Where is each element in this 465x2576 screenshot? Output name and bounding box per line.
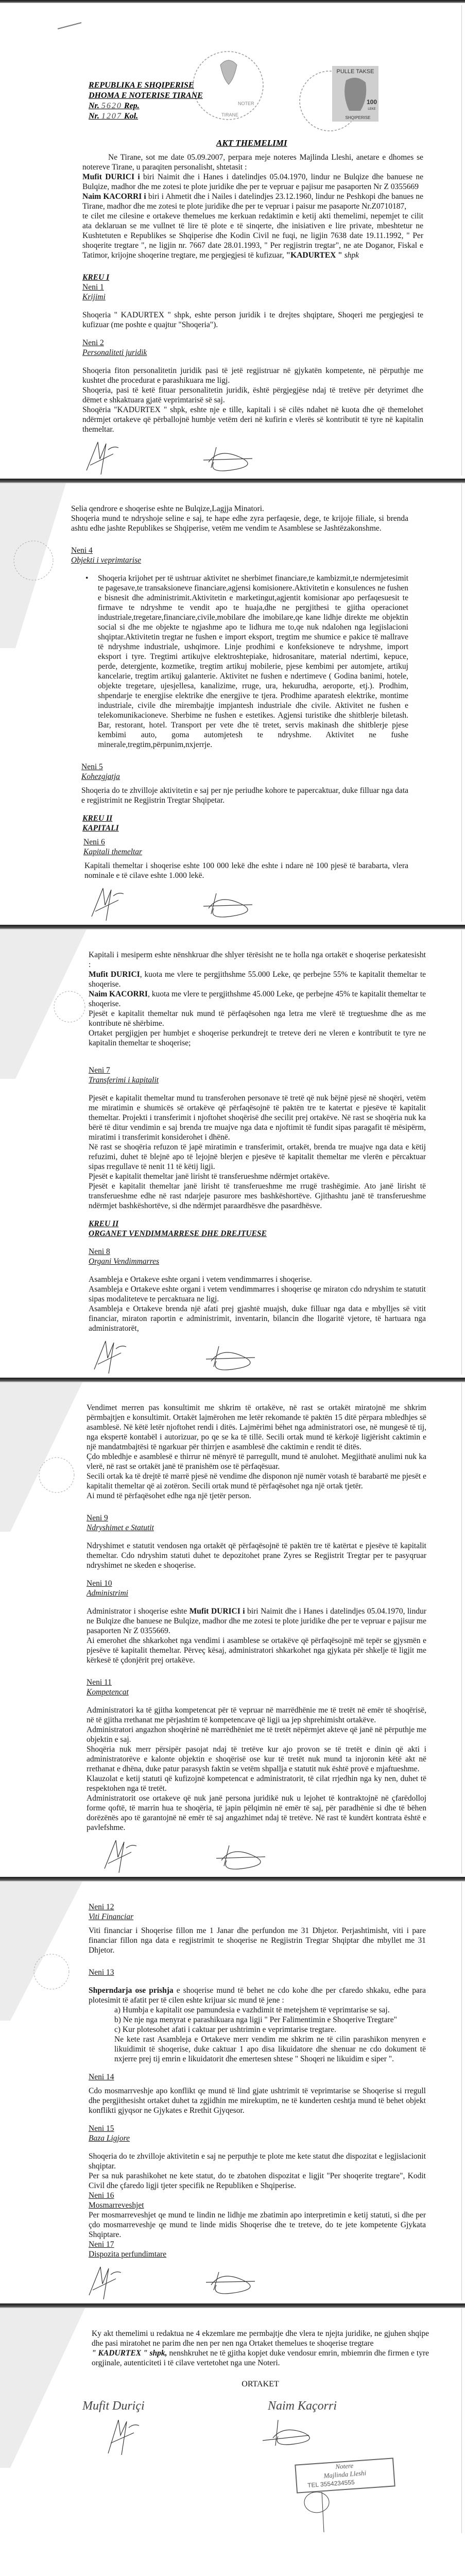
list-item: c) Kur plotesohet afati i caktuar per ushtrimin e veprimtarise tregtare. [114,2025,336,2034]
article-6-text: Kapitali themeltar i shoqerise eshte 100 000 lekë dhe eshte i ndare në 100 pjesë të barabarta, vlera nominale e të cilave eshte 1.000 lekë. [84,861,408,880]
share-partner-1: Mufit DURICI, kuota me vlere te pergjithshme 55.000 Leke, qe perbejne 55% te kapitalit themeltar te shoqerise. [89,970,426,989]
article-15-paragraph: Shoqeria do te zhvilloje aktivitetin e saj ne perputhje te plote me kete statut dhe dispozitat e legjislacionit shqiptar. [89,2152,426,2171]
notary-header-area [0,3,465,152]
seat-paragraph: Shoqeria mund te ndryshoje seline e saj, te hape edhe zyra perfaqesie, dege, te krijoje filiale, si brenda ashtu edhe jashte Republikes se Shqiperise, vetëm me vendim te Asamblese se Jashtëzakonshme. [71,514,408,533]
article-7-title: Transferimi i kapitalit [89,1076,159,1084]
document-page-2 [0,479,465,925]
article-7-paragraph: Pjesët e kapitalit themeltar mund tu transferohen personave të tretë që nuk bëjnë pjesë në shoqëri, vetëm me miratimin e shumicës së ortakëve që përfaqësojnë të paktën tre te katertat e pjesëve të kapitalit themeltar. Projekti i transferimit i njoftohet shoqërisë dhe secilit prej ortakëve. Në rast se shoqëria nuk ka bërë të ditur vendimin e saj brenda tre muajve nga data e njoftimit të fundit sipas paragafit të mësipërm, miratimi i transferimit konsiderohet i dhënë. [89,1094,426,1142]
founding-declaration: te cilet me cilesine e ortakeve themelues me kerkuan redaktimin e ketij akti themelimi, nepemjet te cilit ata deklaruan se me vullnet të lire të plote e të sinqerte, dhe inisiativen e lire private, mbeshtetur ne Kushtetuten e Republikes se Shqiperise dhe Kodin Civil ne fuqi, ne ligjin 7638 date 19.11.1992, " Per shoqerite tregtare ", ne ligjin nr. 7667 date 28.01.1993, " Per regjistrin tregtar", ne ate Doganor, Fiskal e Tatimor, krijojne shoqerine tregtare, me pergjegjesi të kufizuar, "KADURTEX " shpk [82,212,423,260]
article-5-title: Kohezgjatja [81,772,120,781]
list-item: b) Ne nje nga menyrat e parashikuara nga ligji " Per Falimentimin e Shoqerive Tregtare" [114,2015,397,2024]
notary-header [89,80,203,122]
article-12-text: Viti financiar i Shoqerise fillon me 1 Janar dhe perfundon me 31 Dhjetor. Perjashtimisht, viti i pare financiar fillon nga data e regjistrimit te shoqerise ne Regjistrin Tregtar Shqiptar dhe mbyllet me 31 Dhjetor. [89,1926,426,1955]
article-11-paragraph: Klauzolat e ketij statuti që kufizojnë kompetencat e administratorit, të cilat rrjedhin nga ky nen, duhet të respektohen nga të tretët. [87,1774,426,1793]
folded-corner [0,1882,88,2026]
svg-text:100: 100 [366,98,377,106]
signatures [0,1838,465,1874]
article-11-title: Kompetencat [87,1688,129,1697]
folded-corner [0,929,88,1084]
signature-marks [88,886,294,922]
tax-stamp-icon [300,66,378,131]
signatures [0,1338,465,1375]
article-11-paragraph: Shoqëria nuk merr përsipër pasojat ndaj të tretëve kur ajo provon se të tretët e dinin që akti i administratorëve e kalonte objektin e shoqërisë ose kur të tretët nuk mund ta injoronin këtë akt në rrethanat e dhëna, duke patur parasysh faktin se vetëm shpallja e statutit nuk është provë e mjaftueshme. [87,1745,426,1773]
article-7-paragraph: Pjesët e kapitalit themeltar janë lirisht të transferueshme me rrugë trashëgimie. Ato janë lirisht të transferueshme edhe në rast ndarjeje pasurore mes bashkëshortëve. Gjithashtu janë të transferueshme ndërmjet bashkëshortëve, si dhe ndërmjet paraardhësve dhe pasardhësve. [89,1182,426,1210]
article-11-paragraph: Administratorit ose ortakeve që nuk janë persona juridikë nuk u lejohet të kontraktojnë në çfarëdolloj forme qoftë, të marrin hua te shoqëria, të japin pëlqimin në emër të saj, për paradhënie si dhe të bëhen dorëzënës apo të garantojnë në emër të saj angazhimet ndaj të tretëve. Në rast të kundërt kontrata është e pavlefshme. [87,1794,426,1832]
handwritten-name-mufit-durici: Mufit Duriçi [82,2399,145,2413]
document-page-4 [0,1378,465,1877]
notary-seal-icon [193,52,263,120]
article-16-title: Mosmarreveshjet [89,2201,144,2210]
article-8-title: Organi Vendimmarres [89,1257,160,1266]
partner-1-identity: Mufit DURICI i biri Naimit dhe i Hanes i datelindjes 05.04.1970, lindur ne Bulqize dhe banuese ne Bulqize, madhor dhe me zotesi te plote juridike dhe per te vepruar e pajisur me pasaporten Nr Z 0355669 [82,173,423,191]
chapter-3-title: ORGANET VENDIMMARRESE DHE DREJTUESE [89,1229,267,1238]
document-page-3 [0,925,465,1378]
share-partner-2: Naim KACORRI, kuota me vlere te pergjithshme 45.000 Leke, qe perbejne 45% te kapitalit themeltar te shoqerise. [89,990,426,1008]
seat-paragraph: Selia qendrore e shoqerise eshte ne Bulqize,Lagjja Minatori. [71,504,264,513]
notary-stamp-area [0,2456,465,2533]
article-15-title: Baza Ligjore [89,2134,130,2143]
article-1-label: Neni 1 [82,283,104,292]
page-edge [461,484,462,922]
closing-signing: " KADURTEX " shpk, nenshkruhet ne të gjitha kopjet duke vendosur emrin, mbiemrin dhe firmen e tyre orgjinale, autenticiteti i të cilave vertetohet nga une Noteri. [92,2349,429,2367]
article-11-label: Neni 11 [87,1678,112,1687]
svg-text:SHQIPERISE: SHQIPERISE [345,115,371,120]
liquidation-paragraph: Ne kete rast Asambleja e Ortakeve merr vendim me shkrim ne të cilin parashikon menyren e likuidimit të shoqerise, duke caktuar 1 apo disa likuidatore dhe shenuar ne cdo dokument të nxjerre prej tij emrin e likuidatorit dhe emertesen shtese " Shoqeri ne likuidim e siper ". [114,2035,426,2063]
article-8-paragraph: Secili ortak ka të drejtë të marrë pjesë në vendime dhe disponon një numër votash të barabartë me pjesët e kapitalit themeltar që ai zotëron. Secili ortak mund të përfaqësohet nga një ortak tjetër. [87,1472,426,1490]
article-2-paragraph: Shoqëria "KADURTEX " shpk, eshte nje e tille, kapitali i së cilës ndahet në kuota dhe që themelohet ndërmjet ortakeve që përballojnë humbje vetëm deri në kufirin e vlerës së kontributit të tyre në kapitalin themeltar. [82,405,423,434]
article-5-label: Neni 5 [81,762,103,771]
scan-edge [0,1378,465,1382]
partner-2-identity: Naim KACORRI i biri i Ahmetit dhe i Nailes i datelindjes 23.12.1960, lindur ne Peshkopi dhe banues ne Tirane, madhor dhe me zotesi te plote juridike dhe per te vepruar i paisur me pasaporte Nr.Z0710187, [82,192,423,211]
article-8-paragraph: Asambleja e Ortakeve eshte organi i vetem vendimmarres i shoqerise. [89,1275,312,1284]
article-16-text: Per mosmarreveshjet qe mund te lindin ne lidhje me zbatimin apo interpretimin e ketij statuti, si dhe per çdo mosmarreveshje qe mund te linde midis Shoqerise dhe te treteve, do te jete kompetente Gjykata Shqiptare. [89,2211,426,2239]
article-1-title: Krijimi [82,293,106,301]
partner-signatures [0,2394,465,2456]
document-page-6 [0,2303,465,2536]
page-edge [461,1882,462,2300]
folded-corner [0,483,67,648]
business-object-item: • Shoqeria krijohet per të ushtruar aktivitet ne sherbimet financiare,te kambizmit,te ndermjetesimit te pagesave,te transaksioneve financiare,agjensi komisionere.Aktivitetin e konsulences ne fushen e bisnesit dhe administrimit.Aktivitetin e marketingut,agjentit komisionar apo perfaqesuesit te firmave te ndryshme te vendit apo te huaja,dhe ne pergjithesi te gjitha operacionet industriale,tregetare,financiare,civile,mobilare dhe imobilare,qe kane lidhje direkte me objektin social si dhe me objekte te ngjashme apo te lidhura me to,qe nuk ndalohen nga legjislacioni shqiptar.Aktivitetin tregtar ne fushen e import eksport, tregtim me shumice e pakice të mallrave të ndryshme industriale, ushqimore. Linje prodhimi e konfeksioneve te ndryshme, import eksport i tyre. Tregtimi artikujve elektroshtepiake, hidrosanitare, material ndertimi, kepuce, perde, detergjente, kozmetike, tregtim artikuj mobilerie, pjese kembimi per automjete, artikuj kancelarie, tregtim artikuj galanterie. Aktivitet ne fushen e ndertimeve ( Godina banimi, hotele, objekte tregetare, ujesjellesa, kanalizime, rruge, ura, hekurudha, aeroporte, etj.). Prodhim, shpendarje te energjise elektrike dhe energjive te tjera. Prodhime aparatesh elektrike, montime industriale, civile dhe mirembajtje impjantesh industriale dhe civile. Aktivitet ne fushen e telekomunikacioneve. Sherbime ne fushen e estetikes. Agjensi turistike dhe shitblerje biletash. Bar, restorant, hotel. Transport per vete dhe të tretet, servis makinash dhe shitblerje pjese kembimi auto, goma automjetesh te ndryshme. Aktivitet ne fushe minerale,tregtim,përpunim,nxjerrje. [81,573,408,750]
scan-edge [0,479,465,483]
signatures [0,2264,465,2300]
handwritten-name-naim-kacorri: Naim Kaçorri [268,2399,337,2413]
article-2-paragraph: Shoqeria, pasi të ketë fituar personalitetin juridik, është përgjegjëse ndaj të tretëve për detyrimet dhe dëmet e shkaktuara gjatë veprimtarisë së saj. [82,386,423,404]
article-10-label: Neni 10 [87,1579,112,1588]
article-13-label: Neni 13 [89,1968,114,1977]
article-8-paragraph: Asambleja e Ortakeve brenda një afati prej gjashtë muajsh, duke filluar nga data e mbylljes së vitit financiar, miraton raportin e administrimit, inventarin, bilancin dhe llogaritë vjetore, të hartuara nga administratorët, [89,1304,426,1333]
page-5-body [89,1882,426,2259]
article-10-title: Administrimi [87,1589,128,1598]
page-6-body [92,2308,429,2389]
partner-signature-marks [77,2394,386,2456]
article-8-paragraph: Ai mund të përfaqësohet edhe nga një tjetër person. [87,1492,251,1500]
document-page-5 [0,1877,465,2303]
article-6-title: Kapitali themeltar [83,848,143,856]
scan-edge [0,925,465,929]
svg-text:PULLE TAKSE: PULLE TAKSE [336,69,374,75]
article-11-paragraph: Administratori angazhon shoqërinë në marrëdhëniet me të tretët nëpërmjet akteve që janë në përputhje me objektin e saj. [87,1725,426,1744]
article-12-label: Neni 12 [89,1903,114,1911]
list-item: a) Humbja e kapitalit ose pamundesia e vazhdimit të metejshem të veprimtarise se saj. [114,2006,390,2014]
scan-edge [0,2303,465,2308]
page-edge [461,930,462,1375]
document-title: AKT THEMELIMI [216,138,287,148]
scan-edge [0,1877,465,1882]
article-8-paragraph: Asambleja e Ortakeve eshte organi i vetem vendimmarres i shoqerise qe miraton cdo ndryshim te statutit sipas modaliteteve te percaktuara ne ligj. [89,1285,426,1303]
capital-securities: Pjesët e kapitalit themeltar nuk mund të përfaqësohen nga letra me vlerë të tregtueshme dhe as me kontribute në shërbime. [89,1009,426,1028]
page-3-body [89,929,426,1333]
article-7-label: Neni 7 [89,1066,110,1075]
collection-number: Nr. 1207 Kol. [89,112,139,121]
article-17-label: Neni 17 [89,2240,114,2249]
stamps-layer [0,3,465,152]
page-edge [461,2309,462,2533]
dissolution-list [89,2005,426,2064]
article-4-title: Objekti i veprimtarise [71,556,142,565]
page-2-body [71,483,408,880]
page-1-body [82,152,423,434]
article-4-label: Neni 4 [71,546,93,555]
notary-stamp: Notere Majlinda Lleshi TEL 3554234555 [295,2458,395,2493]
closing-paragraph: Ky akt themelimi u redaktua ne 4 ekzemlare me permbajtje dhe vlera te njejta juridike, ne gjuhen shqipe dhe pasi miratohet ne parim dhe nen per nen nga Ortaket themelues te shoqerise tregtare [92,2329,429,2348]
chapter-2-label: KREU II [82,814,113,823]
document-page-1 [0,0,465,479]
signature-marks [82,439,288,476]
article-16-label: Neni 16 [89,2191,114,2200]
article-15-paragraph: Per sa nuk parashikohet ne kete statut, do te zbatohen dispozitat e ligjit "Per shoqerite tregtare", Kodit Civil dhe çfaredo ligji tjeter specifik ne Republiken e Shqiperise. [89,2172,426,2190]
article-8-label: Neni 8 [89,1247,110,1256]
svg-text:LEKE: LEKE [368,108,376,111]
article-8-paragraph: Vendimet merren pas konsultimit me shkrim të ortakëve, në rast se ortakët miratojnë me shkrim përmbajtjen e konsultimit. Ortakët lajmërohen me letër rekomande të paktën 15 ditë përpara mbledhjes së asamblesë. Në këtë letër njoftohet rendi i ditës. Lajmërimi bëhet nga administratori ose, në mungesë të tij, nga ekspertë kontabël i autorizuar, po qe se ka të tillë. Secili ortak mund të kërkojë ligjërisht caktimin e një mandatmbajtësi të ngarkuar për thirrjen e asamblesë dhe caktimin e rendit të ditës. [87,1403,426,1451]
folded-corner [0,1382,85,1537]
page-edge [461,5,462,476]
signatures [0,886,465,922]
page-edge [461,1383,462,1874]
capital-subscribed: Kapitali i mesiperm eshte nënshkruar dhe shlyer tërësisht ne te holla nga ortakët e shoqerise perkatesisht : [89,951,426,969]
article-8-paragraph: Çdo mbledhje e asamblesë e thirrur në mënyrë të parregullt, mund të anulohet. Megjithatë anulimi nuk ka vlerë, në rast se ortakët janë të pranishëm ose të përfaqësuar. [87,1452,426,1471]
signature-marks [90,1338,296,1375]
signature-marks [85,2264,291,2300]
article-15-label: Neni 15 [89,2124,114,2133]
article-7-paragraph: Në rast se shoqëria refuzon të japë miratimin e transferimit, ortakët, brenda tre muajve nga data e këtij refuzimi, duhet të blejnë apo të lejojnë blerjen e pjesëve të kapitalit themeltar me vlerën e përcaktuar sipas rregullave të nenit 11 të këtij ligji. [89,1143,426,1171]
notary-signature [301,2492,342,2533]
intro-paragraph: Ne Tirane, sot me date 05.09.2007, perpara meje noteres Majlinda Lleshi, anetare e dhomes se notereve Tirane, u paraqiten personalisht, shtetasit : [82,153,423,172]
article-6-label: Neni 6 [83,838,105,846]
article-17-title: Dispozita perfundimtare [89,2250,167,2259]
article-5-text: Shoqeria do te zhvilloje aktivitetin e saj per nje periudhe kohore te papercaktuar, duke filluar nga data e regjistrimit ne Regjistrin Tregtar Shqipetar. [81,786,408,805]
svg-text:TIRANE: TIRANE [221,112,239,117]
article-13-lead: Shperndarja ose prishja e shoqerise mund të behet ne cdo kohe dhe per cfaredo shkaku, edhe para plotesimit të afatit per të cilen eshte krijuar sic mund të jene : [89,1986,426,2005]
article-2-label: Neni 2 [82,338,104,347]
article-9-label: Neni 9 [87,1514,108,1522]
article-9-text: Ndryshimet e statutit vendosen nga ortakët që përfaqësojnë të paktën tre të katërtat e pjesëve të kapitalit themeltar. Cdo ndryshim statuti duhet te depozitohet prane Zyres se Regjistrit Tregtar per te pasyqruar ndryshimet ne skeden e shoqerise. [87,1541,426,1570]
capital-liability: Ortaket pergjigjen per humbjet e shoqerise perkundrejt te treteve deri ne vleren e kontributit te tyre ne kapitalin themeltar te shoqerise; [89,1029,426,1047]
administrator-paragraph: Administrator i shoqerise eshte Mufit DURICI i biri Naimit dhe i Hanes i datelindjes 05.04.1970, lindur ne Bulqize dhe banuese ne Bulqize, madhor dhe me zotesi te plote juridike dhe per te vepruar e pajisur me pasaporten Nr Z 0355669. [87,1607,426,1635]
chamber-name: DHOMA E NOTERISE TIRANE [89,91,203,100]
article-2-title: Personaliteti juridik [82,348,147,357]
signature-marks [100,1838,306,1874]
article-2-paragraph: Shoqeria fiton personalitetin juridik pasi të jetë regjistruar në gjykatën kompetente, në përputhje me kushtet dhe procedurat e parashikuara me ligj. [82,366,423,385]
article-12-title: Viti Financiar [89,1912,134,1921]
republic-name: REPUBLIKA E SHQIPERISE [89,81,194,90]
chapter-2-title: KAPITALI [82,824,119,833]
page-4-body [87,1382,426,1833]
article-14-text: Cdo mosmarrveshje apo konflikt qe mund të lind gjate ushtrimit të veprimtarise se Shoqerise si rregull dhe pergjithesisht ortaket duhet ta zgjidhin me mirekuptim, ne të kunderten ceshtja mund të behet objekt konflikti gjyqsor ne Gjykates e Rrethit Gjyqesor. [89,2087,426,2115]
partners-label: ORTAKET [242,2380,279,2388]
chapter-1-label: KREU I [82,273,110,282]
article-14-label: Neni 14 [89,2073,114,2081]
article-7-paragraph: Pjesët e kapitalit themeltar janë lirisht të transferueshme ndërmjet ortakëve. [89,1172,330,1181]
administrator-appointment: Ai emerohet dhe shkarkohet nga vendimi i asamblese se ortakëve që përfaqësojnë më tepër se gjysmën e pjesëve të kapitalit themeltar. Përveç kësaj, administratori shkarkohet nga gjykata për shkelje të ligjit me kërkesë të çdonjërit prej ortakëve. [87,1636,426,1665]
svg-text:NOTER: NOTER [238,101,254,106]
article-9-title: Ndryshimet e Statutit [87,1523,154,1532]
article-1-text: Shoqeria " KADURTEX " shpk, eshte person juridik i te drejtes shqiptare, Shoqeri me pergjegjesi te kufizuar (me poshte e quajtur "Shoqeria"). [82,311,423,329]
repertory-number: Nr. 5620 Rep. [89,101,140,110]
article-11-paragraph: Administratori ka të gjitha kompetencat për të vepruar në marrëdhënie me të tretët në emër të shoqërisë, në të gjitha rrethanat me përjashtim të kompetencave që ligji ua jep shprehimisht ortakëve. [87,1706,426,1724]
signatures [0,439,465,476]
chapter-3-label: KREU II [89,1219,119,1228]
